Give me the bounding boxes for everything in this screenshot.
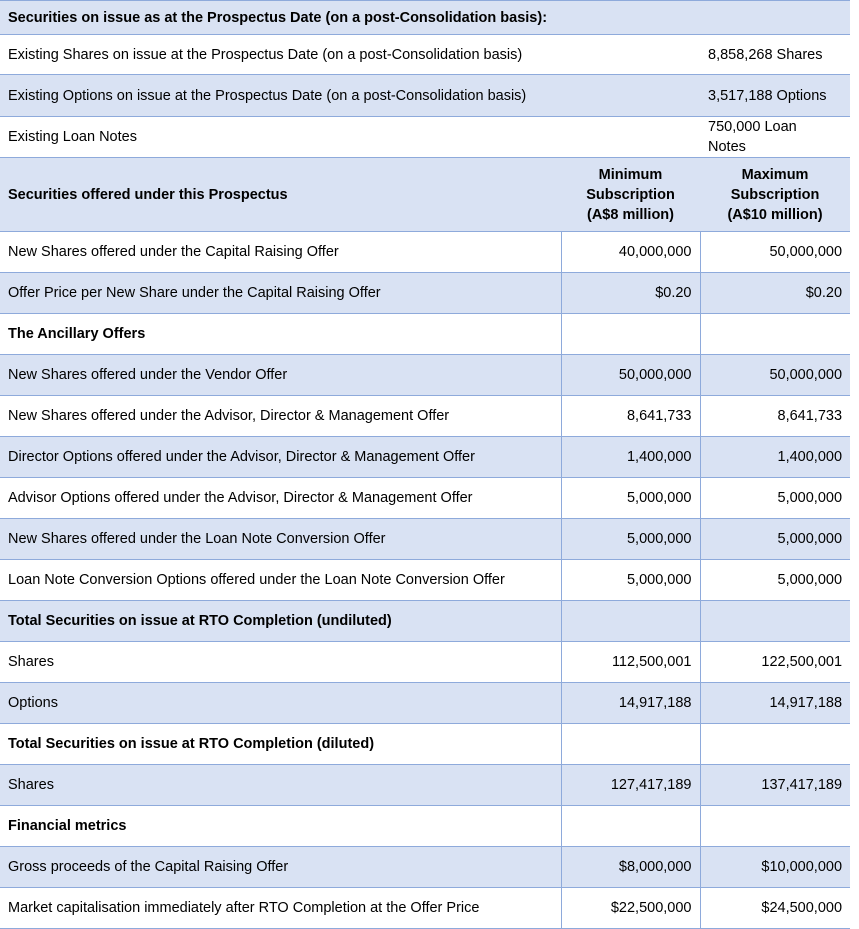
empty-cell [700, 601, 850, 642]
table-row [0, 765, 850, 806]
row-min: 112,500,001 [561, 642, 700, 683]
row-min: 1,400,000 [561, 437, 700, 478]
row-min: 14,917,188 [561, 683, 700, 724]
table-row [0, 273, 850, 314]
row-min: 127,417,189 [561, 765, 700, 806]
table-row [0, 642, 850, 683]
row-label: Advisor Options offered under the Advisor, Director & Management Offer [0, 478, 561, 519]
row-max: 50,000,000 [700, 232, 850, 273]
row-label: Shares [0, 765, 561, 806]
section-title-offer: Securities offered under this Prospectus [0, 158, 561, 232]
column-header-minimum [561, 158, 700, 232]
row-min: $8,000,000 [561, 847, 700, 888]
loan-notes-value: 750,000 Loan Notes [708, 119, 797, 155]
table-row [0, 888, 850, 929]
table-row [0, 806, 850, 847]
row-max: 14,917,188 [700, 683, 850, 724]
row-label: New Shares offered under the Capital Raising Offer [0, 232, 561, 273]
row-value [700, 117, 850, 158]
table-row [0, 117, 850, 158]
row-label: Market capitalisation immediately after RTO Completion at the Offer Price [0, 888, 561, 929]
empty-cell [700, 724, 850, 765]
row-label: Existing Loan Notes [0, 117, 700, 158]
table-row [0, 158, 850, 232]
row-label: Loan Note Conversion Options offered under the Loan Note Conversion Offer [0, 560, 561, 601]
empty-cell [561, 724, 700, 765]
row-label: Gross proceeds of the Capital Raising Offer [0, 847, 561, 888]
table-row [0, 847, 850, 888]
empty-cell [561, 601, 700, 642]
table-row [0, 560, 850, 601]
row-label: Director Options offered under the Advisor, Director & Management Offer [0, 437, 561, 478]
row-min: 8,641,733 [561, 396, 700, 437]
table-row [0, 75, 850, 117]
row-label: New Shares offered under the Advisor, Director & Management Offer [0, 396, 561, 437]
section-title-ancillary: The Ancillary Offers [0, 314, 561, 355]
row-max: 5,000,000 [700, 519, 850, 560]
row-max: 5,000,000 [700, 560, 850, 601]
row-label: New Shares offered under the Vendor Offer [0, 355, 561, 396]
empty-cell [561, 806, 700, 847]
row-label: Options [0, 683, 561, 724]
row-max: 137,417,189 [700, 765, 850, 806]
section-title-undiluted: Total Securities on issue at RTO Completion (undiluted) [0, 601, 561, 642]
table-row [0, 232, 850, 273]
row-min: $22,500,000 [561, 888, 700, 929]
column-header-maximum-text: Maximum Subscription (A$10 million) [727, 166, 823, 223]
column-header-maximum [700, 158, 850, 232]
row-min: 40,000,000 [561, 232, 700, 273]
table-row [0, 519, 850, 560]
table-row [0, 314, 850, 355]
column-header-minimum-text: Minimum Subscription (A$8 million) [586, 166, 675, 223]
row-max: 1,400,000 [700, 437, 850, 478]
row-max: $10,000,000 [700, 847, 850, 888]
row-max: 122,500,001 [700, 642, 850, 683]
row-min: 5,000,000 [561, 519, 700, 560]
row-min: 5,000,000 [561, 478, 700, 519]
row-max: 8,641,733 [700, 396, 850, 437]
row-value: 3,517,188 Options [700, 75, 850, 117]
row-max: $0.20 [700, 273, 850, 314]
section-title-financial: Financial metrics [0, 806, 561, 847]
row-label: Existing Options on issue at the Prospectus Date (on a post-Consolidation basis) [0, 75, 700, 117]
empty-cell [700, 806, 850, 847]
table-row [0, 396, 850, 437]
row-min: $0.20 [561, 273, 700, 314]
table-row [0, 1, 850, 35]
row-label: New Shares offered under the Loan Note Conversion Offer [0, 519, 561, 560]
row-min: 50,000,000 [561, 355, 700, 396]
section-title-current: Securities on issue as at the Prospectus Date (on a post-Consolidation basis): [0, 1, 850, 35]
table-row [0, 35, 850, 75]
row-min: 5,000,000 [561, 560, 700, 601]
table-row [0, 478, 850, 519]
table-row [0, 724, 850, 765]
row-max: 5,000,000 [700, 478, 850, 519]
row-label: Existing Shares on issue at the Prospectus Date (on a post-Consolidation basis) [0, 35, 700, 75]
empty-cell [700, 314, 850, 355]
table-row [0, 355, 850, 396]
table-row [0, 683, 850, 724]
row-max: $24,500,000 [700, 888, 850, 929]
row-max: 50,000,000 [700, 355, 850, 396]
table-row [0, 437, 850, 478]
row-label: Offer Price per New Share under the Capital Raising Offer [0, 273, 561, 314]
section-title-diluted: Total Securities on issue at RTO Completion (diluted) [0, 724, 561, 765]
table-row [0, 601, 850, 642]
empty-cell [561, 314, 700, 355]
row-label: Shares [0, 642, 561, 683]
row-value: 8,858,268 Shares [700, 35, 850, 75]
